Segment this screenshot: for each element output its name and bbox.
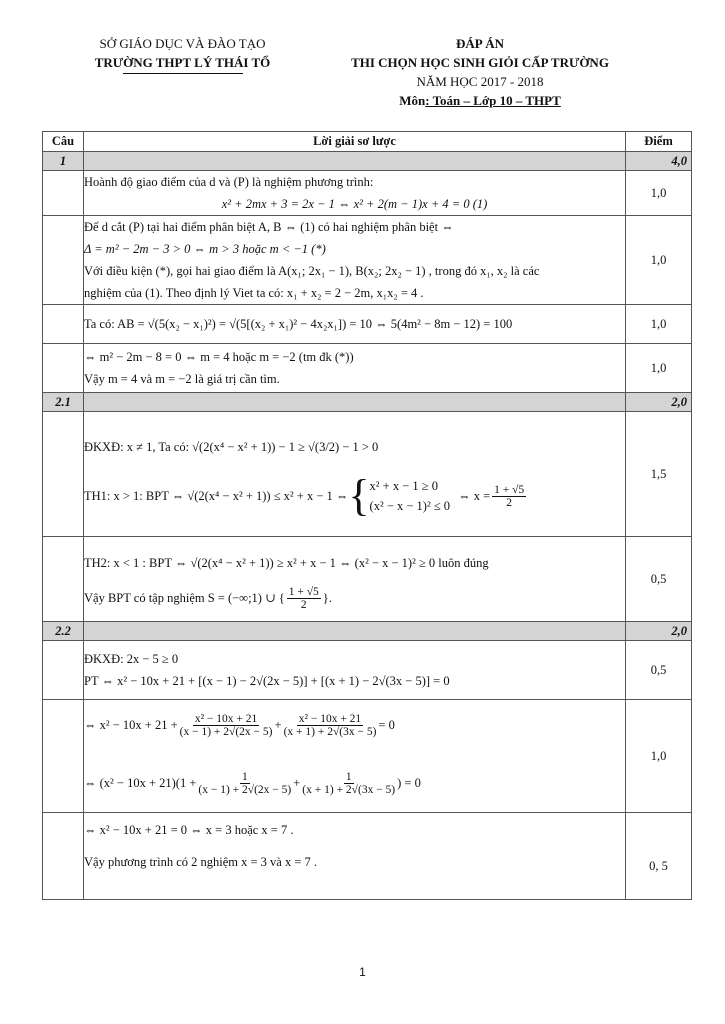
section-row-2-1 [43,393,692,412]
table-row [43,641,692,700]
section-row-1 [43,152,692,171]
answer-table [42,131,692,900]
col-points: Điểm [626,132,692,152]
table-row [43,216,692,305]
col-question: Câu [43,132,84,152]
solution-cell: ĐKXĐ: 2x − 5 ≥ 0 PT ⇔ x² − 10x + 21 + [(x − 1) − 2√(2x − 5)] + [(x + 1) − 2√(3x − 5)] = 0 [84,641,626,700]
col-solution: Lời giải sơ lược [84,132,626,152]
doc-title: ĐÁP ÁN [455,36,505,51]
table-row [43,813,692,900]
fraction: $\frac{1}{(x + 1) + 2√(3x - 5)}$ [302,770,396,796]
subject-line [325,91,635,110]
school-year: NĂM HỌC 2017 - 2018 [416,74,544,89]
section-row-2-2 [43,622,692,641]
section-label: 2.1 [43,393,84,412]
table-row [43,171,692,216]
section-total: 2,0 [626,393,692,412]
fraction: $\frac{1}{(x - 1) + 2√(2x - 5)}$ [198,770,292,796]
table-header-row [43,132,692,152]
fraction: $\frac{\text{x² − 10x + 21}}{(x - 1) + 2√(2x - 5)}$ [179,712,273,738]
points-cell: 1,5 [626,412,692,537]
subject-detail: : Toán – Lớp 10 – THPT [425,93,561,108]
fraction: $\frac{\text{x² − 10x + 21}}{(x + 1) + 2√(3x - 5)}$ [283,712,377,738]
table-row [43,344,692,393]
exam-title: THI CHỌN HỌC SINH GIỎI CẤP TRƯỜNG [351,55,609,70]
department-name: SỞ GIÁO DỤC VÀ ĐÀO TẠO [99,36,266,51]
section-label: 1 [43,152,84,171]
header-left [40,34,325,74]
table-row [43,412,692,537]
solution-cell: Ta có: AB = √(5(x₂ − x₁)²) = √(5[(x₂ + x₁)² − 4x₂x₁]) = 10 ⇔ 5(4m² − 8m − 12) = 100 [84,305,626,344]
header-divider [123,73,243,74]
solution-cell: ⇔ x² − 10x + 21 = 0 ⇔ x = 3 hoặc x = 7 . Vậy phương trình có 2 nghiệm x = 3 và x = 7 . [84,813,626,900]
solution-cell: ⇔ x² − 10x + 21 + $\frac{\text{x² − 10x + 21}}{(x - 1) + 2√(2x - 5)}$ + $\frac{\text{x² − 10x + 21}}{(x + 1) + 2√(3x - 5)}$ = 0 ⇔ (x² − 10x + 21)(1 + $\frac{1}{(x - 1) + 2√(2x - 5)}$ + $\frac{1}{(x + 1) + 2√(3x - 5)}$ ) = 0 [84,700,626,813]
points-cell: 1,0 [626,216,692,305]
points-cell: 1,0 [626,344,692,393]
subject-prefix: Môn [399,93,426,108]
section-total: 2,0 [626,622,692,641]
school-name: TRƯỜNG THPT LÝ THÁI TỔ [94,55,271,70]
section-total: 4,0 [626,152,692,171]
fraction: $\frac{1 + √5}{2}$ [288,585,319,611]
system-brace: { x² + x − 1 ≥ 0 (x² − x − 1)² ≤ 0 [348,471,451,520]
section-label: 2.2 [43,622,84,641]
points-cell: 1,0 [626,305,692,344]
points-cell: 0, 5 [626,813,692,900]
table-row [43,700,692,813]
solution-cell: Để d cắt (P) tại hai điểm phân biệt A, B ⇔ (1) có hai nghiệm phân biệt ⇔ Δ = m² − 2m − 3 > 0 ⇔ m > 3 hoặc m < −1 (*) Với điều kiện (*), gọi hai giao điểm là A(x₁; 2x₁ − 1), B(x₂; 2x₂ − 1) , trong đó x₁, x₂ là các nghiệm của (1). Theo định lý Viet ta có: x₁ + x₂ = 2 − 2m, x₁x₂ = 4 . [84,216,626,305]
page-number: 1 [359,965,366,979]
points-cell: 0,5 [626,537,692,622]
points-cell: 1,0 [626,700,692,813]
solution-cell: ĐKXĐ: x ≠ 1, Ta có: √(2(x⁴ − x² + 1)) − 1 ≥ √(3/2) − 1 > 0 TH1: x > 1: BPT ⇔ √(2(x⁴ − x² + 1)) ≤ x² + x − 1 ⇔ { x² + x − 1 ≥ 0 (x² − x − 1)² ≤ 0 ⇔ x = $\frac{1 + √5}{2}$ [84,412,626,537]
solution-cell: Hoành độ giao điểm của d và (P) là nghiệm phương trình: x² + 2mx + 3 = 2x − 1 ⇔ x² + 2(m − 1)x + 4 = 0 (1) [84,171,626,216]
header-right [325,34,635,110]
points-cell: 1,0 [626,171,692,216]
solution-cell: ⇔ m² − 2m − 8 = 0 ⇔ m = 4 hoặc m = −2 (tm đk (*)) Vậy m = 4 và m = −2 là giá trị cần tìm. [84,344,626,393]
table-row [43,537,692,622]
table-row [43,305,692,344]
solution-cell: TH2: x < 1 : BPT ⇔ √(2(x⁴ − x² + 1)) ≥ x² + x − 1 ⇔ (x² − x − 1)² ≥ 0 luôn đúng Vậy BPT có tập nghiệm S = (−∞;1) ∪ { $\frac{1 + √5}{2}$ }. [84,537,626,622]
fraction: $\frac{1 + √5}{2}$ [494,483,525,509]
points-cell: 0,5 [626,641,692,700]
